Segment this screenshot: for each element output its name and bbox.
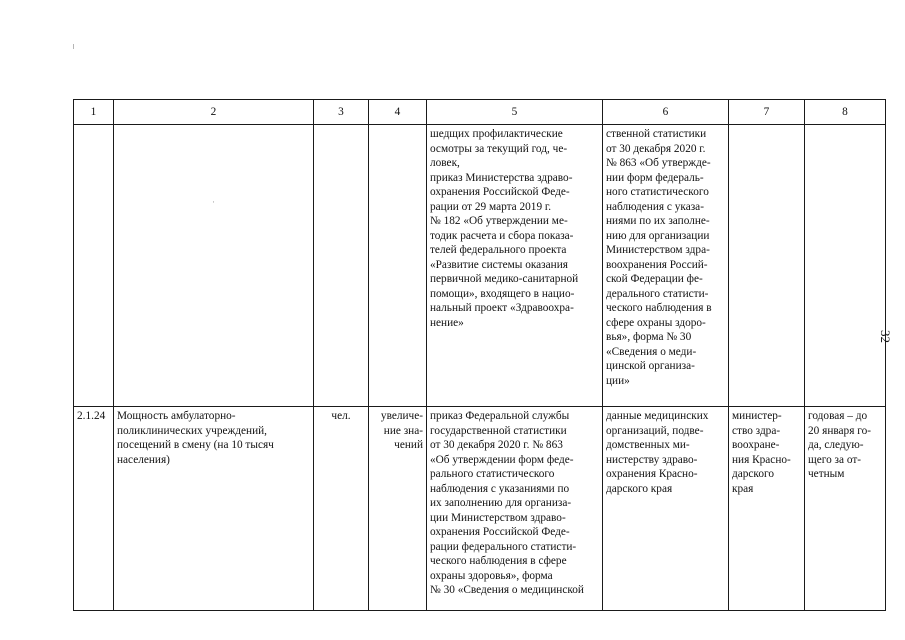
- page-number: 32: [878, 330, 893, 343]
- column-number: 2: [114, 100, 314, 125]
- cell-source: данные медицинских организаций, подве- домственных ми- нистерству здраво- охранения Красно- дарского края: [603, 407, 729, 611]
- scan-mark: [73, 44, 74, 49]
- cell-method: приказ Федеральной службы государственной статистики от 30 декабря 2020 г. № 863 «Об утверждении форм феде- рального статистического наблюдения с указаниями по их заполнению для организа- ции Министерством здраво- охранения Российской Феде- рации федерального статисти- ческого наблюдения в сфере охраны здоровья», форма № 30 «Сведения о медицинской: [427, 407, 603, 611]
- cell-number: [74, 125, 114, 407]
- cell-unit: чел.: [314, 407, 369, 611]
- table-row: [74, 407, 886, 611]
- cell-trend: увеличе- ние зна- чений: [369, 407, 427, 611]
- cell-method: шедщих профилактические осмотры за текущий год, че- ловек, приказ Министерства здраво- охранения Российской Феде- рации от 29 марта 2019 г. № 182 «Об утверждении ме- тодик расчета и сбора показа- телей федерального проекта «Развитие системы оказания первичной медико-санитарной помощи», входящего в нацио- нальный проект «Здравоохра- нение»: [427, 125, 603, 407]
- cell-source: ственной статистики от 30 декабря 2020 г. № 863 «Об утвержде- нии форм федераль- ного статистического наблюдения с указа- ниями по их заполне- нию для организации Министерством здра- воохранения Россий- ской Федерации фе- дерального статисти- ческого наблюдения в сфере охраны здоро- вья», форма № 30 «Сведения о меди- цинской организа- ции»: [603, 125, 729, 407]
- column-number: 5: [427, 100, 603, 125]
- cell-responsible: министер- ство здра- воохране- ния Красно- дарского края: [729, 407, 805, 611]
- cell-indicator: [114, 125, 314, 407]
- cell-deadline: годовая – до 20 января го- да, следую- щего за от- четным: [805, 407, 886, 611]
- indicators-table: [73, 99, 886, 611]
- column-number: 7: [729, 100, 805, 125]
- cell-number: 2.1.24: [74, 407, 114, 611]
- column-number: 3: [314, 100, 369, 125]
- cell-deadline: [805, 125, 886, 407]
- cell-indicator: Мощность амбулаторно- поликлинических учреждений, посещений в смену (на 10 тысяч населения): [114, 407, 314, 611]
- column-number: 8: [805, 100, 886, 125]
- scan-speck: ·: [212, 197, 215, 207]
- column-number: 6: [603, 100, 729, 125]
- table-row: [74, 125, 886, 407]
- column-number: 1: [74, 100, 114, 125]
- cell-unit: [314, 125, 369, 407]
- column-number-row: [74, 100, 886, 125]
- column-number: 4: [369, 100, 427, 125]
- cell-trend: [369, 125, 427, 407]
- cell-responsible: [729, 125, 805, 407]
